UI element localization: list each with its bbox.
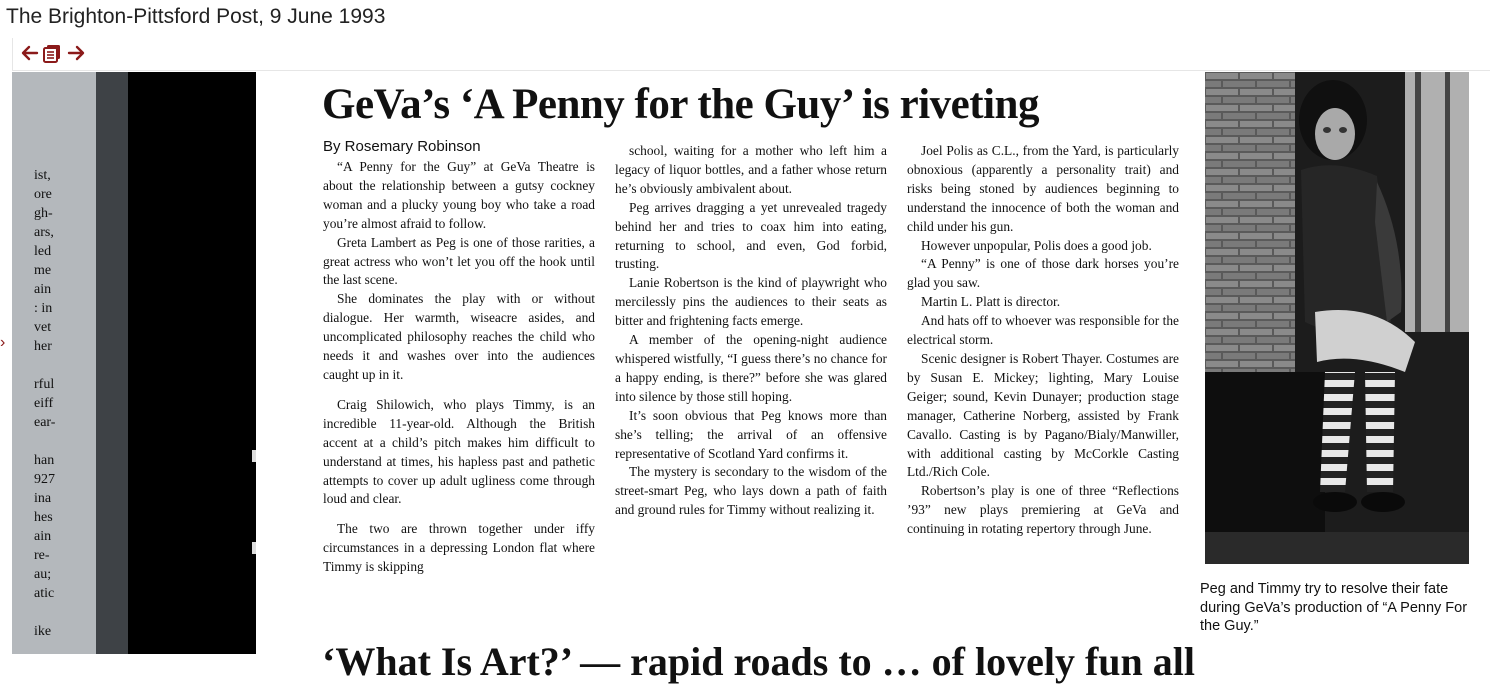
fragment-line: ike [34,624,52,639]
article-headline: GeVa’s ‘A Penny for the Guy’ is riveting [322,81,1039,128]
page-navigation-bar [12,38,1490,71]
fragment-line: ore [34,187,52,202]
article-byline: By Rosemary Robinson [323,138,481,155]
fragment-line: gh- [34,206,53,221]
page-gutter-shadow [96,72,128,654]
article-paragraph: The two are thrown together under iffy circumstances in a depressing London flat where Timmy is skipping [323,521,595,575]
fragment-line: atic [34,586,55,601]
fragment-line: ist, [34,168,51,183]
article-paragraph: Joel Polis as C.L., from the Yard, is particularly obnoxious (apparently a personality trait) and risks being stoned by audiences beginning to understand the innocence of both the woman and child under his gun. [907,143,1179,234]
page-gutter-black [128,72,256,654]
fragment-line: ina [34,491,52,506]
article-column-2 [615,142,887,520]
fragment-line: re- [34,548,50,563]
article-paragraph: Craig Shilowich, who plays Timmy, is an incredible 11-year-old. Although the British accent at a child’s pitch makes him difficult to understand at times, his hapless past and pathetic attempts to cover up adult ugliness come through loud and clear. [323,396,595,507]
article-paragraph: “A Penny for the Guy” at GeVa Theatre is about the relationship between a gutsy cockney woman and a plucky young boy who take a road you’re almost afraid to follow. [323,159,595,231]
article-paragraph: It’s soon obvious that Peg knows more than she’s telling; the arrival of an offensive representative of Scotland Yard confirms it. [615,407,887,461]
article-paragraph: Scenic designer is Robert Thayer. Costumes are by Susan E. Mickey; lighting, Mary Louise Geiger; sound, Kevin Dunayer; production stage manager, Catherine Norberg, assisted by Frank Cavallo. Casting is by Pagano/Bialy/Manwiller, with additional casting by McCorkle Casting Ltd./Rich Cole. [907,350,1179,480]
arrow-right-icon[interactable] [65,41,87,65]
photo-caption: Peg and Timmy try to resolve their fate during GeVa’s production of “A Penny For the Guy.” [1200,581,1468,634]
article-paragraph: Robertson’s play is one of three “Reflections ’93” new plays premiering at GeVa and continuing in rotating repertory through June. [907,483,1179,537]
page-title: The Brighton-Pittsford Post, 9 June 1993 [6,5,386,28]
fragment-line: au; [34,567,52,582]
photo-image [1205,72,1469,564]
fragment-line: led [34,244,52,259]
fragment-line: me [34,263,52,278]
article-paragraph: school, waiting for a mother who left him a legacy of liquor bottles, and a father whose return he’s obviously ambivalent about. [615,143,887,196]
article-paragraph: However unpopular, Polis does a good job. [921,237,1152,253]
fragment-line: vet [34,320,52,335]
browse-issues-icon[interactable] [41,41,63,65]
article-paragraph: And hats off to whoever was responsible for the electrical storm. [907,313,1179,348]
fragment-line: ars, [34,225,54,240]
newspaper-page [256,72,1489,684]
fragment-line: han [34,453,55,468]
newspaper-page-viewer[interactable] [0,72,1489,684]
fragment-line: eiff [34,396,54,411]
chevron-right-icon[interactable]: › [0,334,6,351]
fragment-line: ain [34,282,52,297]
article-column-3 [907,142,1179,539]
fragment-line: hes [34,510,53,525]
article-paragraph: The mystery is secondary to the wisdom of the street-smart Peg, who lays down a path of faith and ground rules for Timmy without realizing it. [615,464,887,518]
previous-page-fragment [12,72,96,654]
article-paragraph: Greta Lambert as Peg is one of those rarities, a great actress who won’t let you off the hook until the last scene. [323,234,595,288]
fragment-line: 927 [34,472,55,487]
fragment-line: her [34,339,52,354]
arrow-left-icon[interactable] [19,41,41,65]
article-paragraph: Lanie Robertson is the kind of playwright who mercilessly pins the audiences to their seats as bitter and frightening facts emerge. [615,275,887,329]
article-paragraph: A member of the opening-night audience whispered wistfully, “I guess there’s no chance for a happy ending, is there?” before she was glared into silence by those still hoping. [615,332,887,404]
article-column-1 [323,158,595,577]
article-paragraph: Peg arrives dragging a yet unrevealed tragedy behind her and tries to coax him into eating, returning to school, and even, God forbid, trusting. [615,199,887,272]
title-bar [0,0,1489,36]
fragment-line: rful [34,377,55,392]
fragment-line: : in [34,301,53,316]
left-edge [0,72,12,654]
next-article-headline: ‘What Is Art?’ — rapid roads to … of lovely fun all [322,639,1195,684]
fragment-line: ear- [34,415,56,430]
article-paragraph: Martin L. Platt is director. [921,294,1061,310]
article-paragraph: She dominates the play with or without dialogue. Her warmth, wiseacre asides, and uncomplicated philosophy reaches the child who needs it and washes over into the audiences caught up in it. [323,291,595,382]
article-photo [1205,72,1469,564]
article-paragraph: “A Penny” is one of those dark horses you’re glad you saw. [907,256,1179,291]
fragment-line: ain [34,529,52,544]
